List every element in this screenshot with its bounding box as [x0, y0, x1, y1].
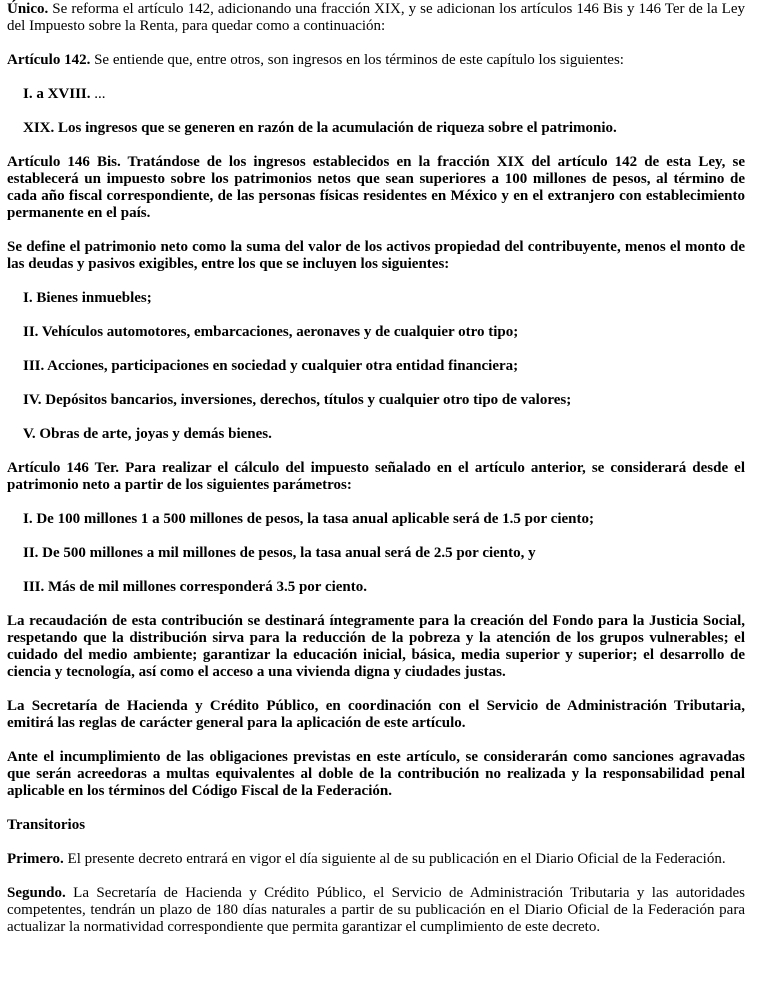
fractions-i-xviii-ellipsis: ...: [90, 86, 106, 102]
article-146-ter-paragraph: [7, 460, 745, 494]
asset-item: IV. Depósitos bancarios, inversiones, derechos, títulos y cualquier otro tipo de valores;: [23, 392, 572, 408]
rate-item: I. De 100 millones 1 a 500 millones de pesos, la tasa anual aplicable será de 1.5 por ciento;: [23, 511, 594, 527]
article-142-paragraph: [7, 52, 745, 69]
intro-text: Se reforma el artículo 142, adicionando una fracción XIX, y se adicionan los artículos 146 Bis y 146 Ter de la Ley del Impuesto sobre la Renta, para quedar como a continuación:: [7, 1, 745, 34]
article-146-bis-label: Artículo 146 Bis.: [7, 154, 121, 170]
transitorio-primero-text: El presente decreto entrará en vigor el día siguiente al de su publicación en el Diario Oficial de la Federación.: [63, 851, 726, 867]
asset-item: V. Obras de arte, joyas y demás bienes.: [23, 426, 272, 442]
transitorios-heading: Transitorios: [7, 817, 86, 833]
intro-label: Único.: [7, 1, 49, 17]
article-146-bis-paragraph: [7, 154, 745, 222]
fractions-i-xviii: [7, 86, 745, 103]
fractions-i-xviii-label: I. a XVIII.: [23, 86, 91, 102]
asset-item: I. Bienes inmuebles;: [23, 290, 152, 306]
article-146-bis-text: Tratándose de los ingresos establecidos en la fracción XIX del artículo 142 de esta Ley, se establecerá un impuesto sobre los patrimonios netos que sean superiores a 100 millones de pesos, al término de cada año fiscal correspondiente, de las personas físicas residentes en México y en el extranjero con establecimiento permanente en el país.: [7, 154, 745, 221]
transitorio-primero: [7, 851, 745, 868]
transitorio-segundo-label: Segundo.: [7, 885, 66, 901]
asset-item: II. Vehículos automotores, embarcaciones, aeronaves y de cualquier otro tipo;: [23, 324, 519, 340]
net-worth-definition: Se define el patrimonio neto como la suma del valor de los activos propiedad del contribuyente, menos el monto de las deudas y pasivos exigibles, entre los que se incluyen los siguientes:: [7, 239, 745, 272]
transitorio-segundo: [7, 885, 745, 936]
transitorio-segundo-text: La Secretaría de Hacienda y Crédito Público, el Servicio de Administración Tributaria y las autoridades competentes, tendrán un plazo de 180 días naturales a partir de su publicación en el Diario Oficial de la Federación para actualizar la normatividad correspondiente que permita garantizar el cumplimiento de este decreto.: [7, 885, 745, 935]
article-146-ter-text: Para realizar el cálculo del impuesto señalado en el artículo anterior, se considerará desde el patrimonio neto a partir de los siguientes parámetros:: [7, 460, 745, 493]
sanctions-paragraph: Ante el incumplimiento de las obligaciones previstas en este artículo, se considerarán como sanciones agravadas que serán acreedoras a multas equivalentes al doble de la contribución no realizada y la responsabilidad penal aplicable en los términos del Código Fiscal de la Federación.: [7, 749, 745, 799]
article-142-label: Artículo 142.: [7, 52, 91, 68]
intro-paragraph: [7, 1, 745, 35]
transitorio-primero-label: Primero.: [7, 851, 64, 867]
article-146-ter-label: Artículo 146 Ter.: [7, 460, 119, 476]
revenue-allocation-paragraph: La recaudación de esta contribución se destinará íntegramente para la creación del Fondo para la Justicia Social, respetando que la distribución sirva para la reducción de la pobreza y la atención de los grupos vulnerables; el cuidado del medio ambiente; garantizar la educación inicial, básica, media superior y superior; el desarrollo de ciencia y tecnología, así como el acceso a una vivienda digna y ciudades justas.: [7, 613, 745, 680]
article-142-text: Se entiende que, entre otros, son ingresos en los términos de este capítulo los siguientes:: [90, 52, 624, 68]
asset-item: III. Acciones, participaciones en sociedad y cualquier otra entidad financiera;: [23, 358, 519, 374]
rate-item: II. De 500 millones a mil millones de pesos, la tasa anual será de 2.5 por ciento, y: [23, 545, 536, 561]
rules-paragraph: La Secretaría de Hacienda y Crédito Público, en coordinación con el Servicio de Administración Tributaria, emitirá las reglas de carácter general para la aplicación de este artículo.: [7, 698, 745, 731]
rate-item: III. Más de mil millones corresponderá 3.5 por ciento.: [23, 579, 368, 595]
fraction-xix: XIX. Los ingresos que se generen en razón de la acumulación de riqueza sobre el patrimonio.: [23, 120, 617, 136]
